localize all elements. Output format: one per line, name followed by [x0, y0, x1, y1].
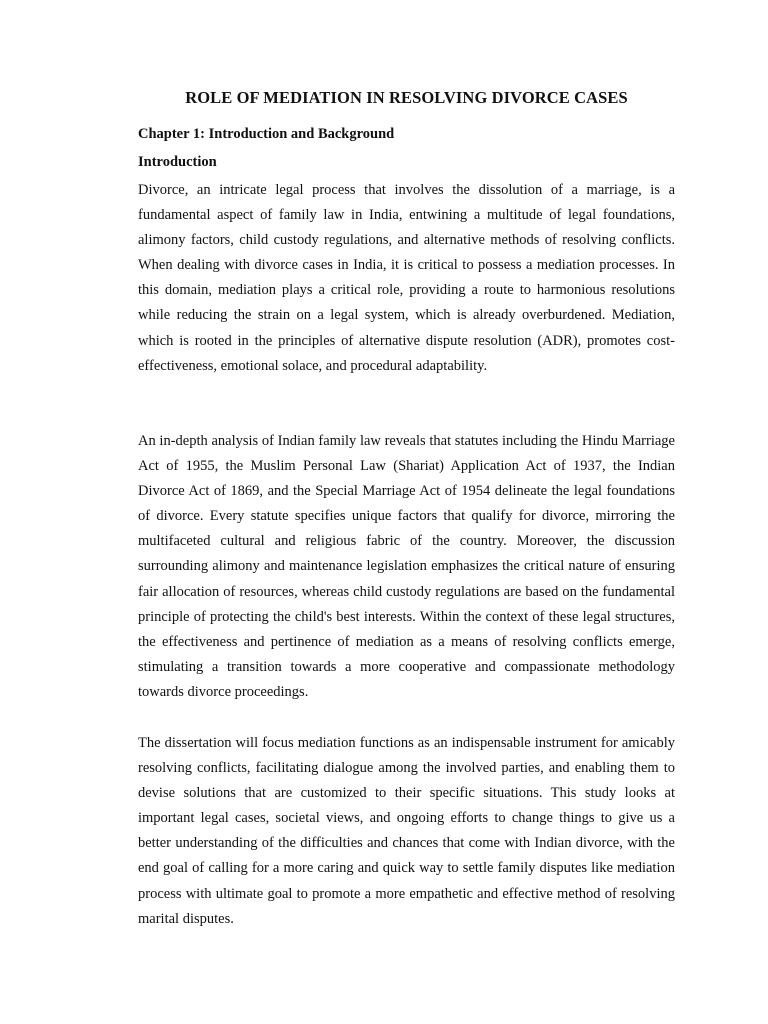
chapter-heading: Chapter 1: Introduction and Background [138, 126, 395, 142]
paragraph-3: The dissertation will focus mediation functions as an indispensable instrument for amicably resolving conflicts, facilitating dialogue among the involved parties, and enabling them to devise solutions that are customized to their specific situations. This study looks at important legal cases, societal views, and ongoing efforts to change things to give us a better understanding of the difficulties and chances that come with Indian divorce, with the end goal of calling for a more caring and quick way to settle family disputes like mediation process with ultimate goal to promote a more empathetic and effective method of resolving marital disputes. [138, 735, 675, 927]
paragraph-1: Divorce, an intricate legal process that involves the dissolution of a marriage, is a fundamental aspect of family law in India, entwining a multitude of legal foundations, alimony factors, child custody regulations, and alternative methods of resolving conflicts. When dealing with divorce cases in India, it is critical to possess a mediation processes. In this domain, mediation plays a critical role, providing a route to harmonious resolutions while reducing the strain on a legal system, which is already overburdened. Mediation, which is rooted in the principles of alternative dispute resolution (ADR), promotes cost-effectiveness, emotional solace, and procedural adaptability. [138, 182, 675, 374]
document-title: ROLE OF MEDIATION IN RESOLVING DIVORCE CASES [185, 88, 628, 107]
section-heading: Introduction [138, 154, 217, 170]
paragraph-2: An in-depth analysis of Indian family law reveals that statutes including the Hindu Marriage Act of 1955, the Muslim Personal Law (Shariat) Application Act of 1937, the Indian Divorce Act of 1869, and the Special Marriage Act of 1954 delineate the legal foundations of divorce. Every statute specifies unique factors that qualify for divorce, mirroring the multifaceted cultural and religious fabric of the country. Moreover, the discussion surrounding alimony and maintenance legislation emphasizes the critical nature of ensuring fair allocation of resources, whereas child custody regulations are based on the fundamental principle of protecting the child's best interests. Within the context of these legal structures, the effectiveness and pertinence of mediation as a means of resolving conflicts emerge, stimulating a transition towards a more cooperative and compassionate methodology towards divorce proceedings. [138, 433, 675, 700]
